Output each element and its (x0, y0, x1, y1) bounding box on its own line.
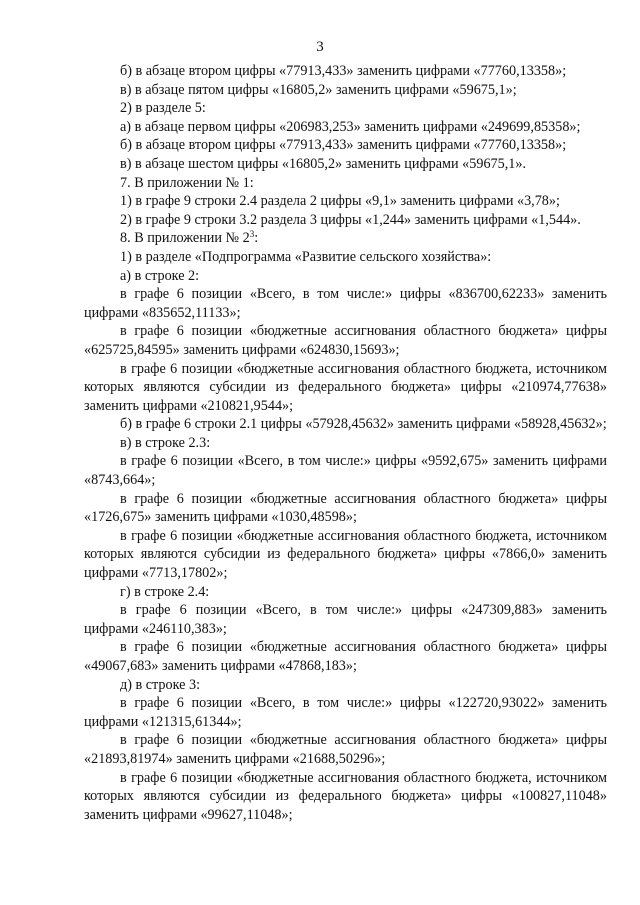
page-number: 3 (316, 39, 324, 55)
paragraph: в графе 6 позиции «бюджетные ассигнования областного бюджета, источником которых являются субсидии из федерального бюджета» цифры «210974,77638» заменить цифрами «210821,9544»; (84, 360, 607, 414)
paragraph: в графе 6 позиции «бюджетные ассигнования областного бюджета» цифры «625725,84595» заменить цифрами «624830,15693»; (84, 323, 607, 358)
paragraph: 2) в графе 9 строки 3.2 раздела 3 цифры «1,244» заменить цифрами «1,544». (120, 211, 581, 228)
paragraph-suffix: : (254, 230, 259, 247)
paragraph: в графе 6 позиции «бюджетные ассигнования областного бюджета, источником которых являются субсидии из федерального бюджета» цифры «7866,0» заменить цифрами «7713,17802»; (84, 527, 607, 582)
paragraph: в) в строке 2.3: (120, 434, 211, 451)
paragraph: д) в строке 3: (120, 676, 201, 693)
paragraph: в) в абзаце пятом цифры «16805,2» заменить цифрами «59675,1»; (120, 81, 517, 98)
superscript: 3 (249, 229, 255, 240)
paragraph-text: 8. В приложении № 2 (120, 230, 250, 247)
paragraph: в графе 6 позиции «Всего, в том числе:» цифры «836700,62233» заменить цифрами «835652,11133»; (84, 286, 607, 321)
paragraph: а) в абзаце первом цифры «206983,253» заменить цифрами «249699,85358»; (120, 118, 581, 135)
paragraph: в графе 6 позиции «Всего, в том числе:» цифры «9592,675» заменить цифрами «8743,664»; (84, 453, 607, 489)
paragraph: б) в абзаце втором цифры «77913,433» заменить цифрами «77760,13358»; (120, 137, 567, 154)
paragraph: г) в строке 2.4: (120, 583, 210, 600)
paragraph: б) в графе 6 строки 2.1 цифры «57928,45632» заменить цифрами «58928,45632»; (120, 416, 607, 433)
paragraph: в графе 6 позиции «бюджетные ассигнования областного бюджета» цифры «49067,683» заменить цифрами «47868,183»; (84, 639, 607, 674)
paragraph: в) в абзаце шестом цифры «16805,2» заменить цифрами «59675,1». (120, 155, 527, 172)
paragraph-appendix-heading (84, 229, 607, 248)
paragraph: в графе 6 позиции «Всего, в том числе:» цифры «247309,883» заменить цифрами «246110,383»; (84, 602, 607, 637)
paragraph: в графе 6 позиции «Всего, в том числе:» цифры «122720,93022» заменить цифрами «121315,61344»; (84, 695, 607, 730)
paragraph: 7. В приложении № 1: (120, 174, 254, 191)
paragraph: 2) в разделе 5: (120, 100, 206, 117)
paragraph: в графе 6 позиции «бюджетные ассигнования областного бюджета» цифры «1726,675» заменить цифрами «1030,48598»; (84, 490, 607, 526)
paragraph: в графе 6 позиции «бюджетные ассигнования областного бюджета» цифры «21893,81974» заменить цифрами «21688,50296»; (84, 732, 607, 767)
document-body (84, 62, 607, 824)
paragraph: а) в строке 2: (120, 267, 200, 284)
paragraph: 1) в графе 9 строки 2.4 раздела 2 цифры «9,1» заменить цифрами «3,78»; (120, 193, 560, 210)
paragraph: 1) в разделе «Подпрограмма «Развитие сельского хозяйства»: (120, 248, 492, 265)
paragraph: в графе 6 позиции «бюджетные ассигнования областного бюджета, источником которых являются субсидии из федерального бюджета» цифры «100827,11048» заменить цифрами «99627,11048»; (84, 769, 607, 823)
paragraph: б) в абзаце втором цифры «77913,433» заменить цифрами «77760,13358»; (120, 63, 567, 79)
